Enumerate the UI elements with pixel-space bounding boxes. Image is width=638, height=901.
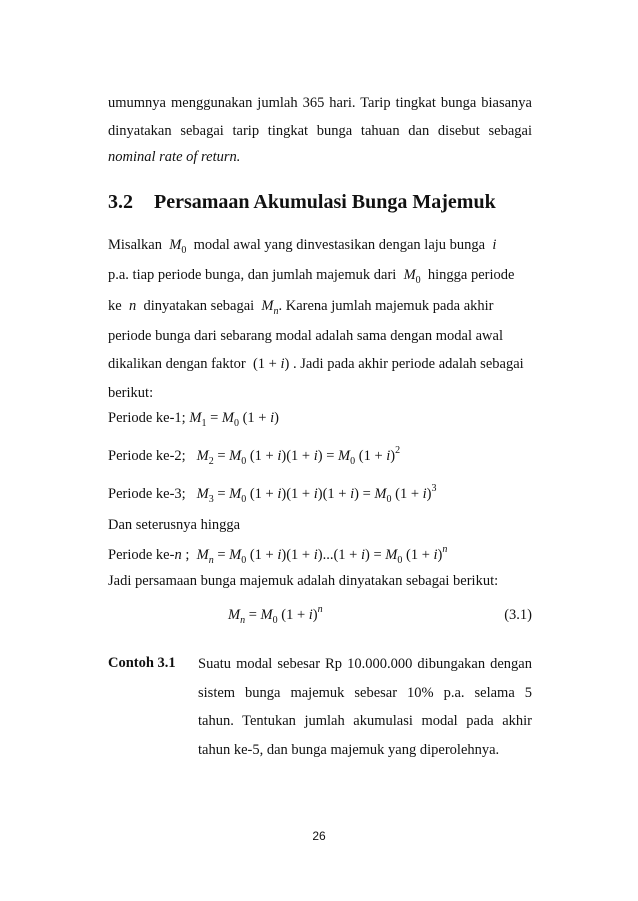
section-title: Persamaan Akumulasi Bunga Majemuk bbox=[154, 191, 496, 213]
section-number: 3.2 bbox=[108, 191, 133, 213]
dan-seterusnya-line: Dan seterusnya hingga bbox=[108, 517, 241, 533]
compound-interest-equation: $M_n = M_0$ $(1 + i)^n$ bbox=[228, 604, 323, 626]
intro-line-1: umumnya menggunakan jumlah 365 hari. Tarip tingkat bunga biasanya bbox=[108, 95, 532, 111]
period-n-line: Periode ke-n ; $M_n = M_0$ $(1 + i)(1 + i)...(1 + i) = M_0$ $(1 + i)^n$ bbox=[108, 544, 448, 566]
intro-line-3: nominal rate of return. bbox=[108, 149, 241, 165]
section-heading bbox=[108, 191, 496, 214]
period-3-line: Periode ke-3; $M_3 = M_0$ $(1 + i)(1 + i)(1 + i) = M_0$ $(1 + i)^3$ bbox=[108, 483, 437, 505]
para-line-2: p.a. tiap periode bunga, dan jumlah majemuk dari $M_0$ hingga periode bbox=[108, 267, 515, 286]
para-line-4: periode bunga dari sebarang modal adalah sama dengan modal awal bbox=[108, 328, 503, 344]
intro-line-2: dinyatakan sebagai tarip tingkat bunga tahuan dan disebut sebagai bbox=[108, 123, 532, 139]
example-line-2: sistem bunga majemuk sebesar 10% p.a. selama 5 bbox=[198, 685, 532, 701]
page-number: 26 bbox=[312, 829, 326, 843]
conclusion-line: Jadi persamaan bunga majemuk adalah dinyatakan sebagai berikut: bbox=[108, 573, 499, 589]
para-line-1: Misalkan $M_0$ modal awal yang dinvestasikan dengan laju bunga i bbox=[108, 237, 497, 256]
para-line-5: dikalikan dengan faktor (1 + i) . Jadi pada akhir periode adalah sebagai bbox=[108, 356, 524, 372]
example-line-3: tahun. Tentukan jumlah akumulasi modal pada akhir bbox=[198, 713, 532, 729]
period-2-line: Periode ke-2; $M_2 = M_0$ $(1 + i)(1 + i) = M_0$ $(1 + i)^2$ bbox=[108, 445, 401, 467]
example-label: Contoh 3.1 bbox=[108, 655, 176, 671]
period-1-line: Periode ke-1; $M_1 = M_0$ (1 + i) bbox=[108, 410, 279, 429]
para-line-3: ke n dinyatakan sebagai $M_n$. Karena jumlah majemuk pada akhir bbox=[108, 298, 494, 317]
example-line-1: Suatu modal sebesar Rp 10.000.000 dibungakan dengan bbox=[198, 656, 532, 672]
equation-number: (3.1) bbox=[504, 607, 532, 623]
example-line-4: tahun ke-5, dan bunga majemuk yang diperolehnya. bbox=[198, 742, 500, 758]
para-line-6: berikut: bbox=[108, 385, 154, 401]
